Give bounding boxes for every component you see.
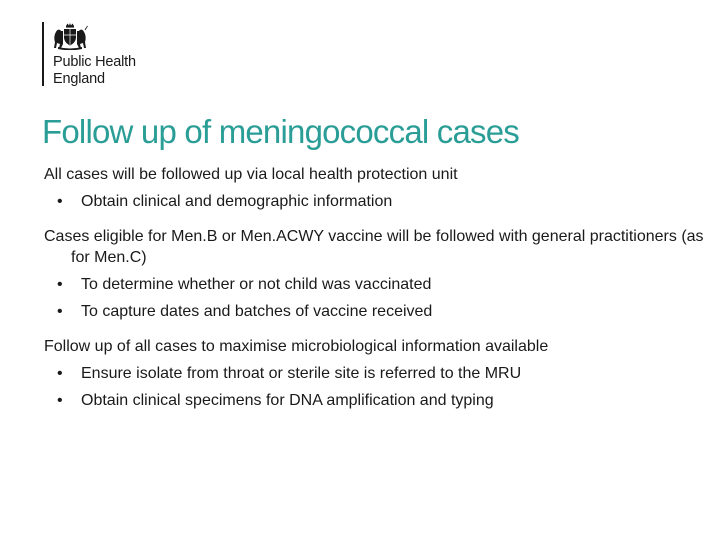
royal-crest-icon — [52, 22, 88, 50]
bullet-text: Obtain clinical and demographic information — [81, 193, 393, 210]
section-1 — [44, 164, 704, 212]
bullet-text: Ensure isolate from throat or sterile site is referred to the MRU — [81, 365, 522, 382]
bullet-icon: • — [57, 365, 63, 382]
section-2 — [44, 226, 704, 322]
bullet-icon: • — [57, 276, 63, 293]
bullet-text: Obtain clinical specimens for DNA amplification and typing — [81, 392, 494, 409]
bullet-icon: • — [57, 303, 63, 320]
slide-content — [44, 164, 704, 411]
section-3-text: Follow up of all cases to maximise microbiological information available — [44, 338, 549, 355]
bullet-icon: • — [57, 392, 63, 409]
bullet-item — [44, 301, 704, 322]
logo-line-1: Public Health — [53, 54, 136, 70]
section-2-text: Cases eligible for Men.B or Men.ACWY vaccine will be followed with general practitioners (as for Men.C) — [44, 228, 704, 266]
bullet-item — [44, 274, 704, 295]
bullet-icon: • — [57, 193, 63, 210]
phe-logo — [42, 22, 136, 87]
bullet-text: To capture dates and batches of vaccine received — [81, 303, 433, 320]
section-3 — [44, 336, 704, 411]
bullet-item — [44, 390, 704, 411]
logo-text — [53, 54, 136, 88]
section-1-text: All cases will be followed up via local health protection unit — [44, 166, 458, 183]
section-1-bullets — [44, 191, 704, 212]
section-3-bullets — [44, 363, 704, 411]
section-2-bullets — [44, 274, 704, 322]
logo-line-2: England — [53, 71, 105, 87]
slide-title: Follow up of meningococcal cases — [42, 113, 519, 150]
bullet-item — [44, 363, 704, 384]
bullet-text: To determine whether or not child was vaccinated — [81, 276, 432, 293]
bullet-item — [44, 191, 704, 212]
